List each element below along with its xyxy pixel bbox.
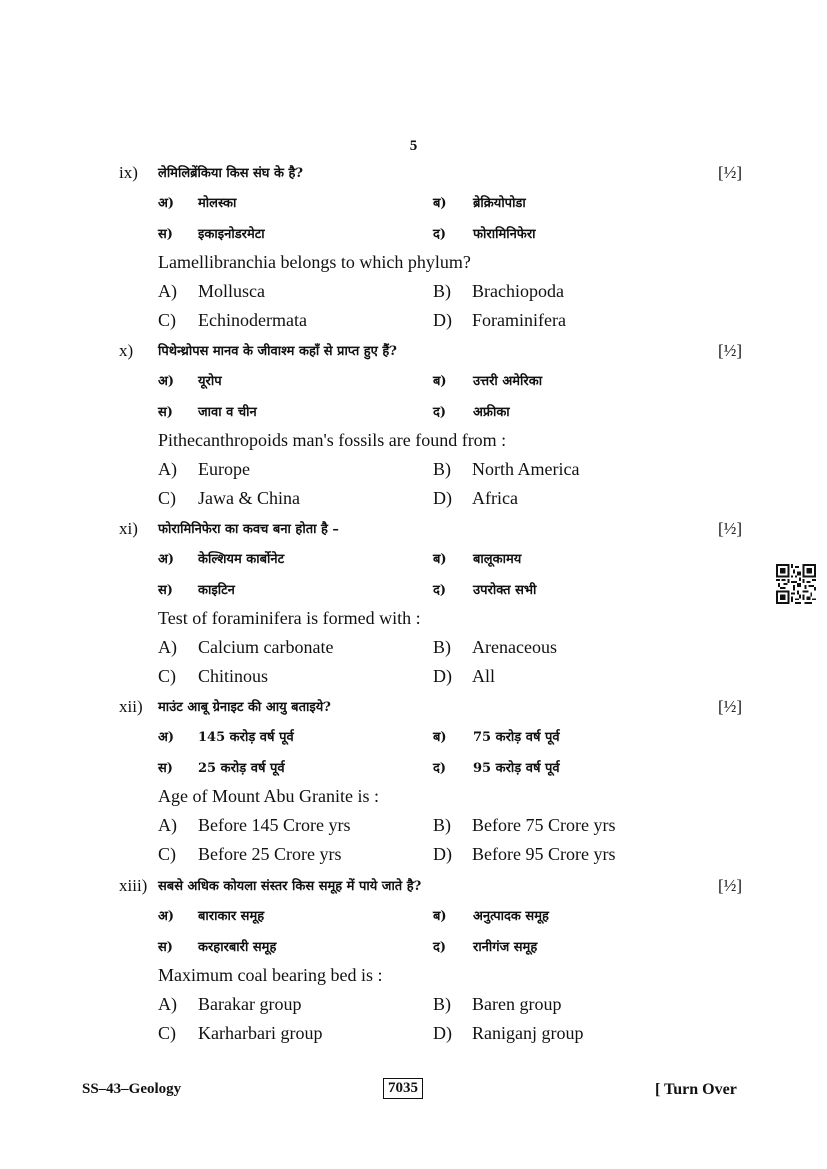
turn-over-note: [ Turn Over xyxy=(655,1081,737,1098)
option-label: A) xyxy=(158,637,177,657)
option-label: स) xyxy=(158,405,173,420)
option-label: ब) xyxy=(433,374,447,389)
option-text: Before 145 Crore yrs xyxy=(198,815,351,835)
option-text: 25 करोड़ वर्ष पूर्व xyxy=(198,761,285,776)
option-text: यूरोप xyxy=(198,374,222,389)
option-text: Mollusca xyxy=(198,281,265,301)
question-hindi: लेमिलिब्रेंकिया किस संघ के है? xyxy=(158,166,304,181)
question-english: Test of foraminifera is formed with : xyxy=(158,608,421,628)
option-label: ब) xyxy=(433,552,447,567)
question-number: xi) xyxy=(119,519,138,538)
option-label: D) xyxy=(433,488,452,508)
option-label: स) xyxy=(158,227,173,242)
question-hindi: फोरामिनिफेरा का कवच बना होता है – xyxy=(158,522,339,537)
option-label: A) xyxy=(158,994,177,1014)
option-label: D) xyxy=(433,310,452,330)
option-label: C) xyxy=(158,1023,176,1043)
page-number: 5 xyxy=(409,138,418,154)
option-text: जावा व चीन xyxy=(198,405,257,420)
paper-code: SS–43–Geology xyxy=(82,1081,182,1097)
option-label: अ) xyxy=(158,552,175,567)
option-text: Foraminifera xyxy=(472,310,566,330)
option-label: D) xyxy=(433,844,452,864)
option-label: C) xyxy=(158,488,176,508)
option-text: 75 करोड़ वर्ष पूर्व xyxy=(473,730,560,745)
option-label: ब) xyxy=(433,909,447,924)
option-label: C) xyxy=(158,844,176,864)
option-label: द) xyxy=(433,227,447,242)
option-label: अ) xyxy=(158,730,175,745)
option-text: अफ्रीका xyxy=(473,405,510,420)
option-text: 95 करोड़ वर्ष पूर्व xyxy=(473,761,560,776)
option-label: C) xyxy=(158,310,176,330)
option-text: ब्रेक्रियोपोडा xyxy=(473,196,526,211)
option-text: मोलस्का xyxy=(198,196,237,211)
option-label: द) xyxy=(433,405,447,420)
option-text: Calcium carbonate xyxy=(198,637,334,657)
question-number: xiii) xyxy=(119,876,148,895)
option-text: Jawa & China xyxy=(198,488,300,508)
question-ix xyxy=(0,163,827,341)
question-number: x) xyxy=(119,341,134,360)
booklet-code-box: 7035 xyxy=(383,1078,423,1099)
marks: [½] xyxy=(718,163,743,182)
option-text: बाराकार समूह xyxy=(198,909,265,924)
option-label: स) xyxy=(158,761,173,776)
question-xiii xyxy=(0,876,827,1054)
option-text: Brachiopoda xyxy=(472,281,564,301)
option-text: Chitinous xyxy=(198,666,269,686)
option-label: A) xyxy=(158,281,177,301)
option-text: Arenaceous xyxy=(472,637,557,657)
option-label: D) xyxy=(433,666,452,686)
option-text: इकाइनोडरमेटा xyxy=(198,227,265,242)
option-text: Raniganj group xyxy=(472,1023,584,1043)
option-text: रानीगंज समूह xyxy=(473,940,538,955)
option-label: B) xyxy=(433,459,451,479)
option-text: बालूकामय xyxy=(473,552,522,567)
option-text: Before 95 Crore yrs xyxy=(472,844,616,864)
option-label: द) xyxy=(433,583,447,598)
option-label: B) xyxy=(433,815,451,835)
option-label: B) xyxy=(433,637,451,657)
option-label: अ) xyxy=(158,374,175,389)
question-english: Age of Mount Abu Granite is : xyxy=(158,786,379,806)
option-text: All xyxy=(472,666,496,686)
question-english: Maximum coal bearing bed is : xyxy=(158,965,383,985)
question-xi xyxy=(0,519,827,697)
question-hindi: माउंट आबू ग्रेनाइट की आयु बताइये? xyxy=(158,700,331,715)
option-text: Baren group xyxy=(472,994,562,1014)
option-text: केल्शियम कार्बोनेट xyxy=(198,552,285,567)
question-english: Pithecanthropoids man's fossils are found from : xyxy=(158,430,507,450)
option-label: ब) xyxy=(433,730,447,745)
option-text: उत्तरी अमेरिका xyxy=(473,374,543,389)
option-label: द) xyxy=(433,940,447,955)
option-text: 145 करोड़ वर्ष पूर्व xyxy=(198,730,294,745)
option-label: C) xyxy=(158,666,176,686)
question-hindi: सबसे अधिक कोयला संस्तर किस समूह में पाये जाते है? xyxy=(158,879,422,894)
option-text: अनुत्पादक समूह xyxy=(473,909,549,924)
option-label: द) xyxy=(433,761,447,776)
option-text: उपरोक्त सभी xyxy=(473,583,537,598)
marks: [½] xyxy=(718,876,743,895)
question-x xyxy=(0,341,827,519)
option-label: अ) xyxy=(158,909,175,924)
question-xii xyxy=(0,697,827,875)
question-number: ix) xyxy=(119,163,138,182)
option-label: स) xyxy=(158,583,173,598)
option-label: अ) xyxy=(158,196,175,211)
marks: [½] xyxy=(718,697,743,716)
question-number: xii) xyxy=(119,697,143,716)
marks: [½] xyxy=(718,519,743,538)
question-hindi: पिथेन्थ्रोपस मानव के जीवाश्म कहाँ से प्राप्त हुए हैं? xyxy=(158,344,397,359)
option-text: करहारबारी समूह xyxy=(198,940,277,955)
option-text: Before 25 Crore yrs xyxy=(198,844,342,864)
option-text: Karharbari group xyxy=(198,1023,323,1043)
option-text: Echinodermata xyxy=(198,310,307,330)
option-label: स) xyxy=(158,940,173,955)
option-label: ब) xyxy=(433,196,447,211)
option-text: काइटिन xyxy=(198,583,235,598)
qr-code-icon xyxy=(776,564,816,604)
option-text: Africa xyxy=(472,488,518,508)
question-english: Lamellibranchia belongs to which phylum? xyxy=(158,252,471,272)
option-label: B) xyxy=(433,281,451,301)
option-text: फोरामिनिफेरा xyxy=(473,227,536,242)
option-label: B) xyxy=(433,994,451,1014)
option-text: Europe xyxy=(198,459,250,479)
option-label: D) xyxy=(433,1023,452,1043)
option-label: A) xyxy=(158,459,177,479)
option-text: North America xyxy=(472,459,580,479)
option-text: Before 75 Crore yrs xyxy=(472,815,616,835)
option-text: Barakar group xyxy=(198,994,302,1014)
marks: [½] xyxy=(718,341,743,360)
option-label: A) xyxy=(158,815,177,835)
